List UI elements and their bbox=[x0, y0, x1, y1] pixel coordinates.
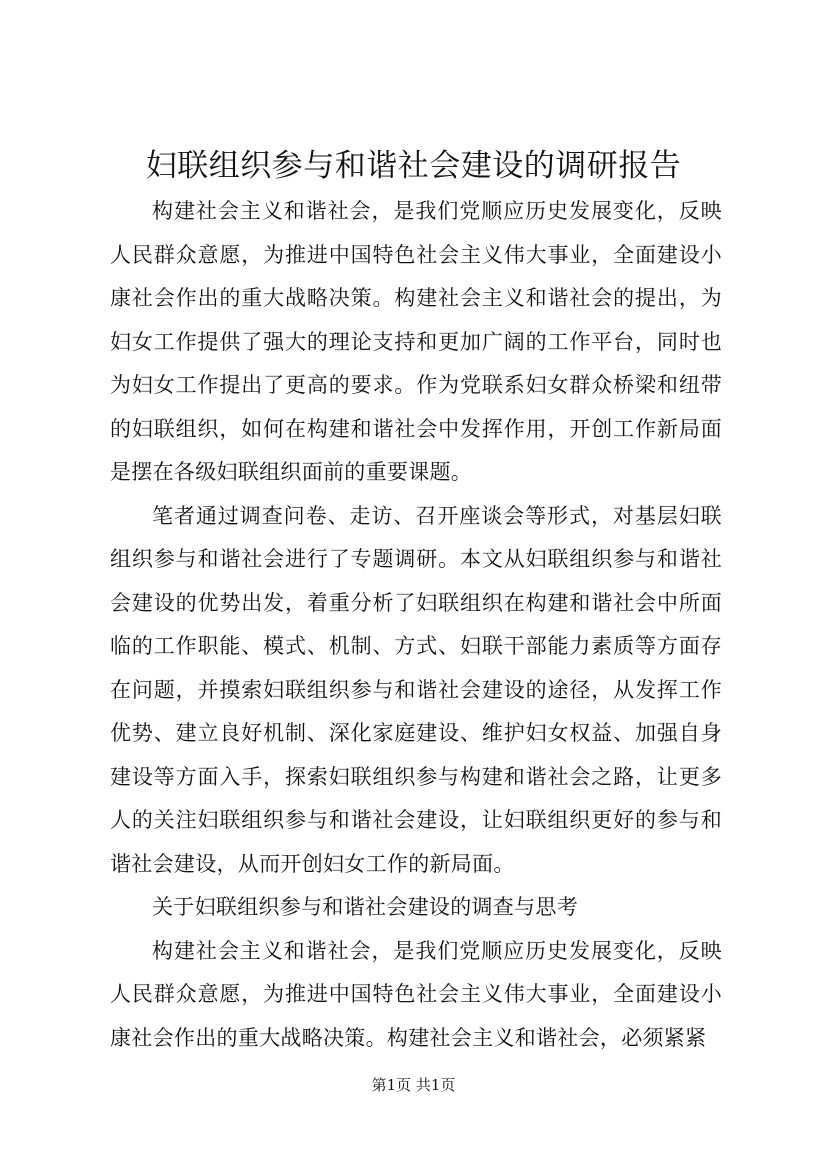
paragraph-3: 构建社会主义和谐社会，是我们党顺应历史发展变化，反映人民群众意愿，为推进中国特色社会主义伟大事业，全面建设小康社会作出的重大战略决策。构建社会主义和谐社会，必须紧紧 bbox=[110, 938, 722, 1050]
paragraph-2: 笔者通过调查问卷、走访、召开座谈会等形式，对基层妇联组织参与和谐社会进行了专题调研。本文从妇联组织参与和谐社会建设的优势出发，着重分析了妇联组织在构建和谐社会中所面临的工作职能、模式、机制、方式、妇联干部能力素质等方面存在问题，并摸索妇联组织参与和谐社会建设的途径，从发挥工作优势、建立良好机制、深化家庭建设、维护妇女权益、加强自身建设等方面入手，探索妇联组织参与构建和谐社会之路，让更多人的关注妇联组织参与和谐社会建设，让妇联组织更好的参与和谐社会建设，从而开创妇女工作的新局面。 bbox=[110, 503, 722, 876]
section-subheading: 关于妇联组织参与和谐社会建设的调查与思考 bbox=[152, 895, 578, 919]
document-body bbox=[110, 190, 722, 1060]
page-number-footer: 第1页 共1页 bbox=[371, 1076, 456, 1094]
page-title: 妇联组织参与和谐社会建设的调研报告 bbox=[145, 148, 682, 184]
paragraph-1: 构建社会主义和谐社会，是我们党顺应历史发展变化，反映人民群众意愿，为推进中国特色社会主义伟大事业，全面建设小康社会作出的重大战略决策。构建社会主义和谐社会的提出，为妇女工作提供了强大的理论支持和更加广阔的工作平台，同时也为妇女工作提出了更高的要求。作为党联系妇女群众桥梁和纽带的妇联组织，如何在构建和谐社会中发挥作用，开创工作新局面是摆在各级妇联组织面前的重要课题。 bbox=[110, 199, 722, 484]
